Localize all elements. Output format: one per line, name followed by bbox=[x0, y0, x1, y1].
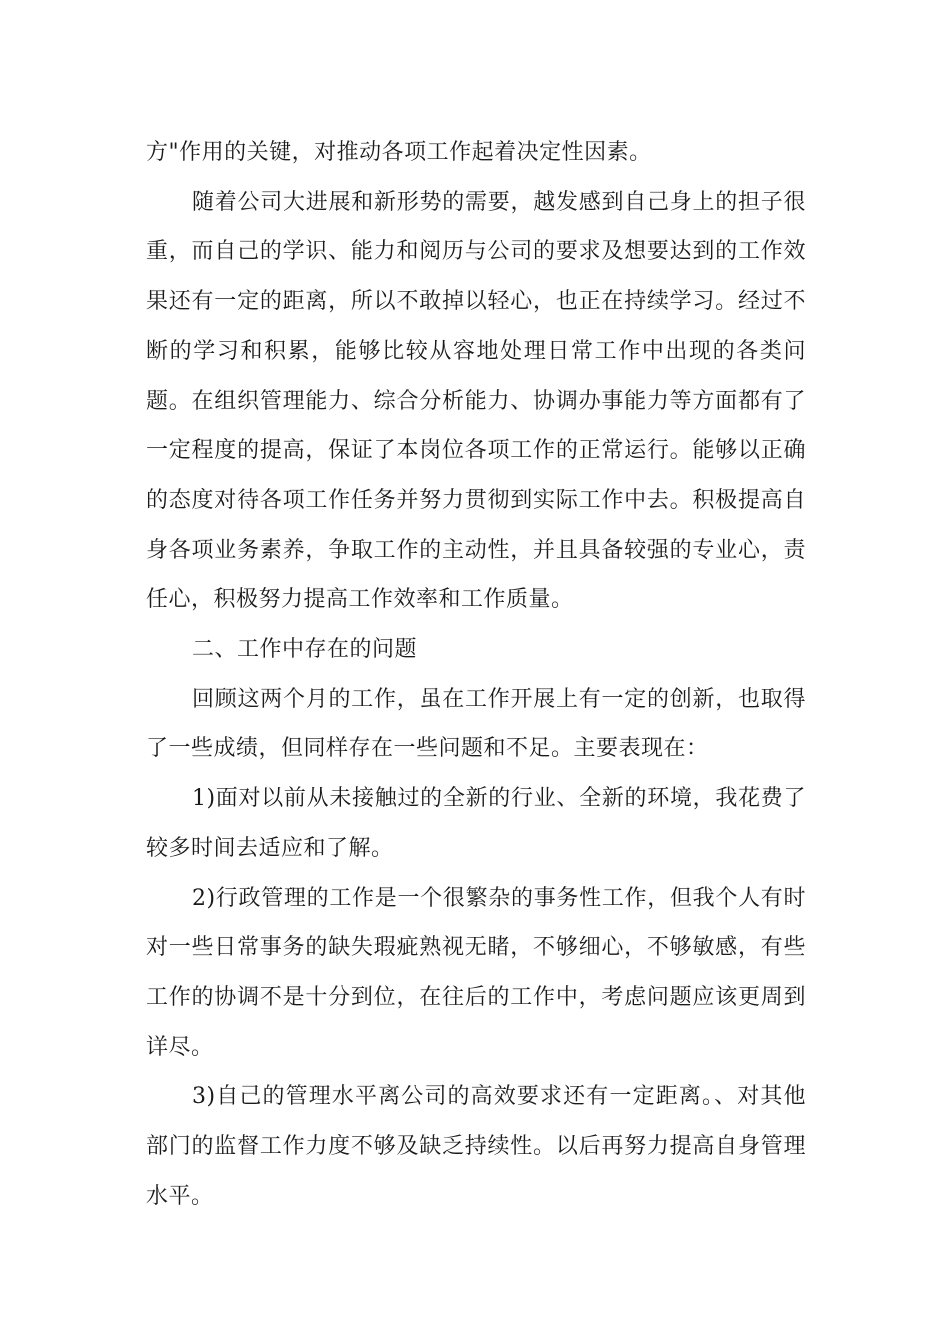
paragraph-item-3: 3)自己的管理水平离公司的高效要求还有一定距离。、对其他部门的监督工作力度不够及缺乏持续性。以后再努力提高自身管理水平。 bbox=[146, 1084, 806, 1209]
paragraph-progress: 随着公司大进展和新形势的需要，越发感到自己身上的担子很重，而自己的学识、能力和阅历与公司的要求及想要达到的工作效果还有一定的距离，所以不敢掉以轻心，也正在持续学习。经过不断的学习和积累，能够比较从容地处理日常工作中出现的各类问题。在组织管理能力、综合分析能力、协调办事能力等方面都有了一定程度的提高，保证了本岗位各项工作的正常运行。能够以正确的态度对待各项工作任务并努力贯彻到实际工作中去。积极提高自身各项业务素养，争取工作的主动性，并且具备较强的专业心，责任心，积极努力提高工作效率和工作质量。 bbox=[146, 189, 806, 613]
paragraph-item-1: 1)面对以前从未接触过的全新的行业、全新的环境，我花费了较多时间去适应和了解。 bbox=[146, 786, 806, 861]
paragraph-item-2: 2)行政管理的工作是一个很繁杂的事务性工作，但我个人有时对一些日常事务的缺失瑕疵熟视无睹，不够细心，不够敏感，有些工作的协调不是十分到位，在往后的工作中，考虑问题应该更周到详尽。 bbox=[146, 885, 806, 1060]
paragraph-review: 回顾这两个月的工作，虽在工作开展上有一定的创新，也取得了一些成绩，但同样存在一些问题和不足。主要表现在： bbox=[146, 686, 806, 762]
section-heading-problems: 二、工作中存在的问题 bbox=[192, 637, 418, 663]
document-body bbox=[146, 128, 806, 1221]
paragraph-continuation: 方"作用的关键，对推动各项工作起着决定性因素。 bbox=[146, 140, 652, 165]
